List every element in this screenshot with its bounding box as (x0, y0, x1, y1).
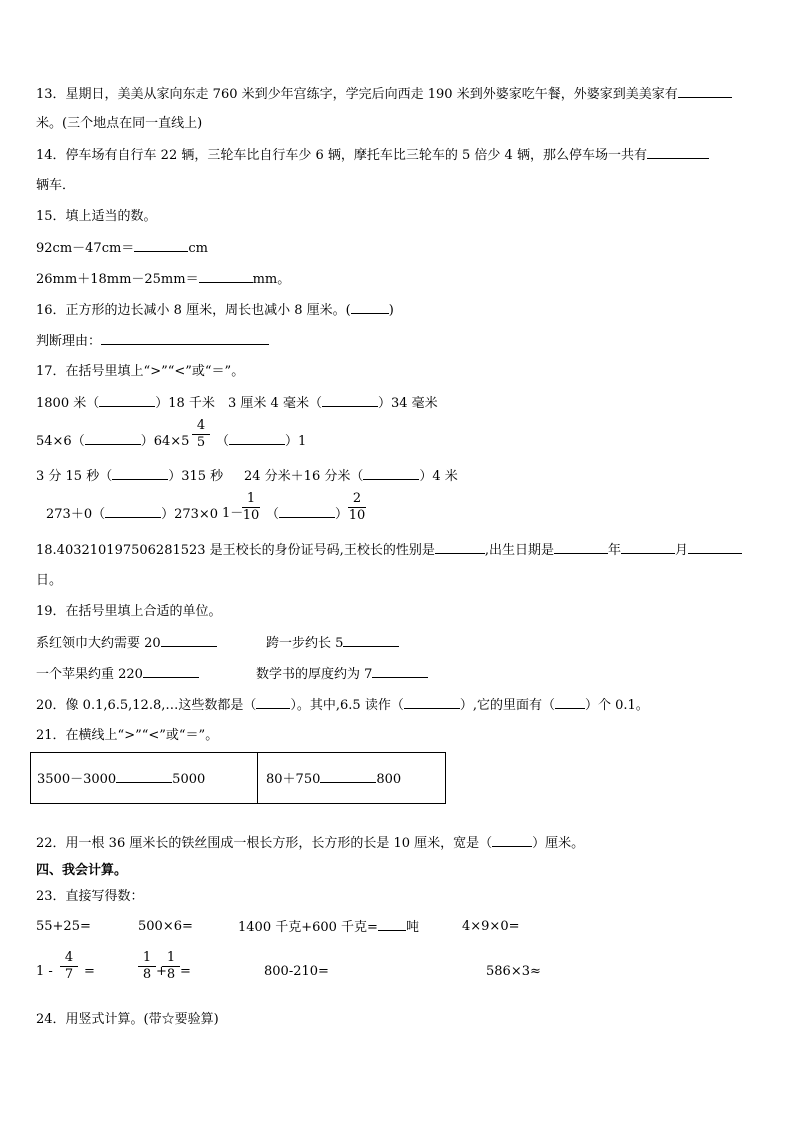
q17-title: 17．在括号里填上“>”“<”或“＝”。 (36, 364, 245, 379)
q23-r2b-plus: + (156, 964, 167, 979)
q19-d (256, 665, 428, 684)
q16-reason-line (36, 332, 269, 351)
q17-r1a-right: ）18 千米 (155, 396, 215, 411)
q14-answer-blank[interactable] (647, 146, 709, 159)
q13-line1 (36, 85, 732, 104)
fraction-numerator: 1 (246, 491, 256, 506)
q19-b-blank[interactable] (343, 634, 399, 647)
fraction-denominator: 5 (196, 435, 206, 450)
q21-right-expression: 80＋750 (266, 772, 321, 787)
q23-r2c: 800-210= (264, 964, 329, 979)
q17-r4b-prefix: 1－ (222, 506, 244, 521)
q19-c (36, 665, 199, 684)
q23-r1d: 4×9×0= (462, 919, 520, 934)
q15-a-blank[interactable] (134, 239, 188, 252)
fraction-numerator: 1 (166, 950, 176, 965)
q19-d-blank[interactable] (372, 665, 428, 678)
q16-reason-label: 判断理由： (36, 334, 102, 349)
q17-r3a (36, 467, 223, 486)
q22-answer-blank[interactable] (492, 834, 532, 847)
table-divider (257, 753, 258, 803)
q20-text-a: 20．像 0.1,6.5,12.8,…这些数都是（ (36, 698, 257, 713)
q19-b (266, 634, 399, 653)
q17-r1a-left: 1800 米（ (36, 396, 100, 411)
q17-r1b-left: 3 厘米 4 毫米（ (228, 396, 322, 411)
q17-r3b-blank[interactable] (363, 467, 419, 480)
q19-c-blank[interactable] (143, 665, 199, 678)
q15-row-a (36, 239, 208, 258)
q22-line (36, 834, 584, 853)
q17-r2a (36, 432, 189, 451)
q23-r2b-fraction-1 (136, 950, 158, 983)
q21-right-blank[interactable] (320, 770, 376, 783)
q21-left-expression: 3500－3000 (37, 772, 117, 787)
q17-r4a-right: ）273×0 (161, 507, 219, 522)
q21-right-cell (266, 770, 401, 789)
q17-r4b-right: ） (335, 507, 349, 522)
q20-blank-3[interactable] (555, 696, 585, 709)
q17-r3a-right: ）315 秒 (168, 469, 224, 484)
q17-r1b (228, 394, 438, 413)
q17-r4b-blank[interactable] (279, 505, 335, 518)
q17-r3b (244, 467, 458, 486)
q19-d-text: 数学书的厚度约为 7 (256, 667, 373, 682)
q18-year-label: 年 (607, 543, 621, 558)
q22-text-b: ）厘米。 (532, 836, 585, 851)
q15-row-b (36, 270, 290, 289)
q23-r1c-unit: 吨 (405, 920, 419, 935)
q18-day-blank[interactable] (688, 541, 742, 554)
q17-r1a-blank[interactable] (99, 394, 155, 407)
q17-r4b-left: （ (266, 507, 280, 522)
fraction-numerator: 4 (64, 950, 74, 965)
q13-line2: 米。(三个地点在同一直线上) (36, 116, 203, 131)
q17-r2a-left: 54×6（ (36, 434, 85, 449)
fraction-numerator: 4 (196, 418, 206, 433)
q13-text: 13．星期日，美美从家向东走 760 米到少年宫练字，学完后向西走 190 米到外婆家吃午餐，外婆家到美美家有 (36, 87, 678, 102)
q23-r2b-fraction-2 (160, 950, 182, 983)
q14-text: 14．停车场有自行车 22 辆，三轮车比自行车少 6 辆，摩托车比三轮车的 5 倍少 4 辆，那么停车场一共有 (36, 148, 647, 163)
q15-a-unit: cm (188, 241, 208, 256)
q17-r4a (46, 505, 218, 524)
q20-blank-1[interactable] (256, 696, 290, 709)
q18-line1 (36, 541, 742, 560)
q14-line1 (36, 146, 709, 165)
q17-r3a-blank[interactable] (112, 467, 168, 480)
q17-r1a (36, 394, 215, 413)
fraction-denominator: 8 (142, 967, 152, 982)
q17-r3a-left: 3 分 15 秒（ (36, 469, 113, 484)
q17-r2b-left: （ (216, 434, 230, 449)
q17-r4b (266, 505, 348, 524)
fraction-denominator: 8 (166, 967, 176, 982)
q15-title: 15．填上适当的数。 (36, 209, 157, 224)
q19-c-text: 一个苹果约重 220 (36, 667, 143, 682)
q17-r4-fraction-1 (240, 491, 262, 524)
fraction-denominator: 7 (64, 967, 74, 982)
q17-r3b-right: ）4 米 (419, 469, 458, 484)
q23-r1b: 500×6= (138, 919, 193, 934)
q20-line (36, 696, 649, 715)
fraction-numerator: 1 (142, 950, 152, 965)
q20-text-c: ）,它的里面有（ (459, 698, 555, 713)
q16-close-paren: ) (388, 303, 394, 318)
q23-r2a-equals: = (84, 964, 95, 979)
fraction-denominator: 10 (348, 508, 366, 523)
q18-gender-blank[interactable] (435, 541, 485, 554)
q23-r1c-text: 1400 千克+600 千克= (238, 920, 378, 935)
q17-r2b-blank[interactable] (229, 432, 285, 445)
q17-r3b-left: 24 分米＋16 分米（ (244, 469, 364, 484)
q23-r1c (238, 918, 419, 937)
q17-r4-fraction-2 (346, 491, 368, 524)
q23-r2a-prefix: 1 - (36, 964, 53, 979)
q16-answer-blank[interactable] (351, 301, 389, 314)
q18-text-b: ,出生日期是 (484, 543, 554, 558)
q20-text-b: ）。其中,6.5 读作（ (290, 698, 404, 713)
q22-text-a: 22．用一根 36 厘米长的铁丝围成一根长方形，长方形的长是 10 厘米，宽是（ (36, 836, 493, 851)
q23-r1c-blank[interactable] (378, 918, 406, 931)
fraction-numerator: 2 (352, 491, 362, 506)
q18-month-label: 月 (674, 543, 688, 558)
q17-r1b-blank[interactable] (322, 394, 378, 407)
q16-reason-blank[interactable] (101, 332, 269, 345)
q21-left-blank[interactable] (116, 770, 172, 783)
q18-text-a: 18.403210197506281523 是王校长的身份证号码,王校长的性别是 (36, 543, 435, 558)
q16-text: 16．正方形的边长减小 8 厘米，周长也减小 8 厘米。( (36, 303, 351, 318)
q19-a-blank[interactable] (161, 634, 217, 647)
q20-blank-2[interactable] (404, 696, 460, 709)
q17-r2b-right: ）1 (285, 434, 307, 449)
q19-title: 19．在括号里填上合适的单位。 (36, 604, 222, 619)
q15-a-expression: 92cm－47cm＝ (36, 241, 135, 256)
q17-r4a-blank[interactable] (105, 505, 161, 518)
q19-b-text: 跨一步约长 5 (266, 636, 344, 651)
q17-r2a-blank[interactable] (85, 432, 141, 445)
q21-left-cell (37, 770, 205, 789)
q23-r1a: 55+25= (36, 919, 91, 934)
q18-month-blank[interactable] (621, 541, 675, 554)
q23-r2a-fraction (58, 950, 80, 983)
q17-r2-fraction (190, 418, 212, 451)
fraction-denominator: 10 (242, 508, 260, 523)
q21-title: 21．在横线上“>”“<”或“＝”。 (36, 728, 219, 743)
q23-title: 23．直接写得数： (36, 889, 144, 904)
q17-r1b-right: ）34 毫米 (377, 396, 438, 411)
q19-a (36, 634, 217, 653)
q17-r4a-left: 273＋0（ (46, 507, 106, 522)
q13-answer-blank[interactable] (678, 85, 732, 98)
q17-r2a-right: ）64×5 (140, 434, 190, 449)
q23-r2b-equals: = (180, 964, 191, 979)
q15-b-expression: 26mm＋18mm－25mm＝ (36, 272, 199, 287)
q24-title: 24．用竖式计算。(带☆要验算) (36, 1012, 219, 1027)
q20-text-d: ）个 0.1。 (584, 698, 649, 713)
q16-line1 (36, 301, 394, 320)
q19-a-text: 系红领巾大约需要 20 (36, 636, 161, 651)
q15-b-blank[interactable] (199, 270, 253, 283)
q15-b-unit: mm。 (252, 272, 291, 287)
q21-right-value: 800 (376, 772, 402, 787)
q14-line2: 辆车． (36, 178, 76, 193)
q21-left-value: 5000 (172, 772, 206, 787)
q18-year-blank[interactable] (554, 541, 608, 554)
q23-r2d: 586×3≈ (486, 964, 541, 979)
q17-r2b (216, 432, 306, 451)
section-heading: 四、我会计算。 (36, 863, 128, 878)
q21-table (30, 752, 446, 804)
q18-line2: 日。 (36, 573, 63, 588)
